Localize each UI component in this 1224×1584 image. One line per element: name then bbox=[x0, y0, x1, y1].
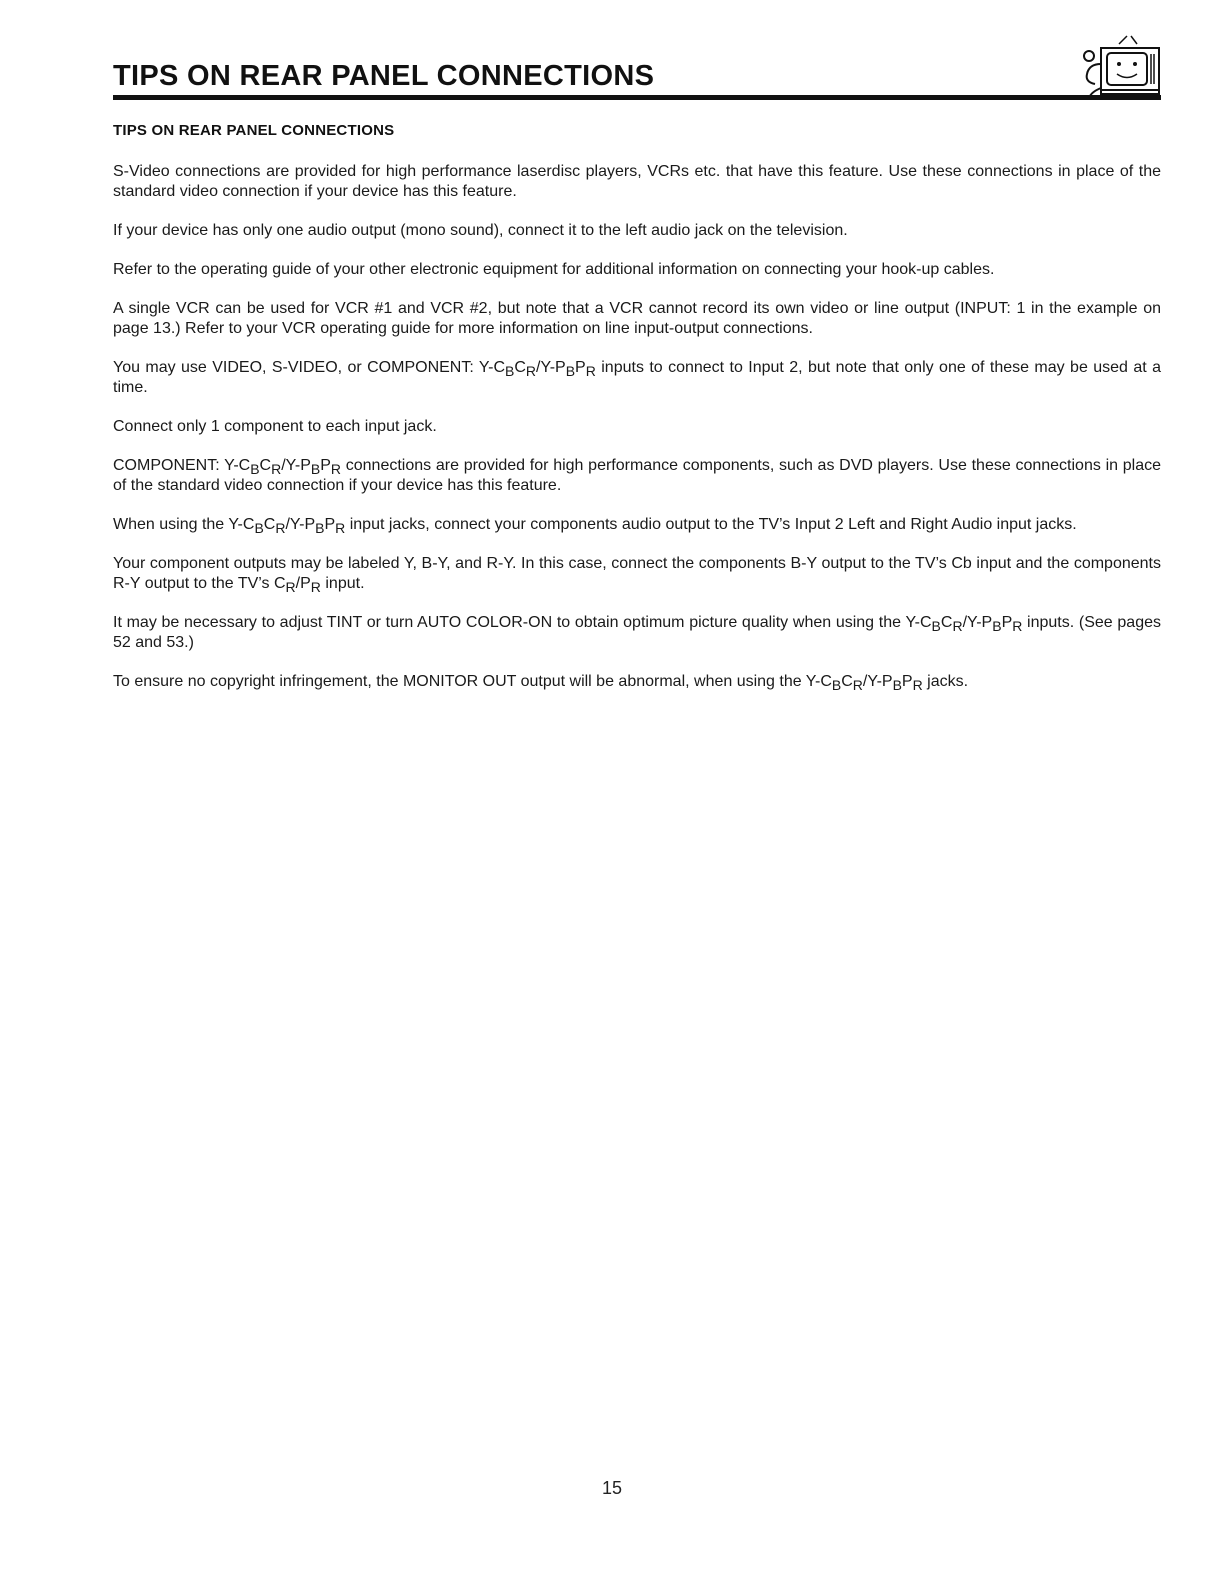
paragraph-single-vcr: A single VCR can be used for VCR #1 and VCR #2, but note that a VCR cannot record its own video or line output (INPUT: 1 in the example on page 13.) Refer to your VCR operating guide for more information on line input-output connections. bbox=[113, 300, 1161, 337]
page-title: TIPS ON REAR PANEL CONNECTIONS bbox=[113, 60, 655, 92]
paragraph-svideo: S-Video connections are provided for high performance laserdisc players, VCRs etc. that have this feature. Use these connections in place of the standard video connection if your device has this feature. bbox=[113, 163, 1161, 200]
tv-mascot-icon bbox=[1079, 34, 1161, 100]
paragraph-operating-guide: Refer to the operating guide of your other electronic equipment for additional information on connecting your hook-up cables. bbox=[113, 261, 995, 278]
component-notation: Y-CBCR/Y-PBPR bbox=[228, 516, 346, 536]
paragraph-mono-audio: If your device has only one audio output (mono sound), connect it to the left audio jack on the television. bbox=[113, 222, 848, 239]
paragraph-audio-jacks: When using the Y-CBCR/Y-PBPR input jacks, connect your components audio output to the TV’s Input 2 Left and Right Audio input jacks. bbox=[113, 516, 1077, 536]
component-notation: Y-CBCR/Y-PBPR bbox=[478, 359, 596, 379]
paragraph-input-2: You may use VIDEO, S-VIDEO, or COMPONENT: Y-CBCR/Y-PBPR inputs to connect to Input 2, but note that only one of these may be used at a time. bbox=[113, 359, 1161, 396]
component-notation: Y-CBCR/Y-PBPR bbox=[905, 614, 1023, 634]
paragraph-one-component: Connect only 1 component to each input jack. bbox=[113, 418, 437, 435]
paragraph-component-connections: COMPONENT: Y-CBCR/Y-PBPR connections are provided for high performance components, such as DVD players. Use these connections in place of the standard video connection if your device has this feature. bbox=[113, 457, 1161, 494]
paragraph-tint-adjust: It may be necessary to adjust TINT or turn AUTO COLOR-ON to obtain optimum picture quality when using the Y-CBCR/Y-PBPR inputs. (See pages 52 and 53.) bbox=[113, 614, 1161, 651]
title-rule bbox=[113, 95, 1161, 100]
cr-pr-notation: CR/PR bbox=[273, 575, 321, 595]
paragraph-copyright: To ensure no copyright infringement, the MONITOR OUT output will be abnormal, when using the Y-CBCR/Y-PBPR jacks. bbox=[113, 673, 969, 693]
main-content bbox=[113, 122, 1161, 711]
page-number: 15 bbox=[601, 1478, 623, 1498]
section-heading: TIPS ON REAR PANEL CONNECTIONS bbox=[113, 122, 395, 139]
page-header bbox=[113, 58, 1161, 108]
paragraph-labeled-outputs: Your component outputs may be labeled Y, B-Y, and R-Y. In this case, connect the components B-Y output to the TV’s Cb input and the components R-Y output to the TV’s CR/PR input. bbox=[113, 555, 1161, 595]
component-notation: Y-CBCR/Y-PBPR bbox=[805, 673, 923, 693]
component-notation: Y-CBCR/Y-PBPR bbox=[224, 457, 342, 477]
